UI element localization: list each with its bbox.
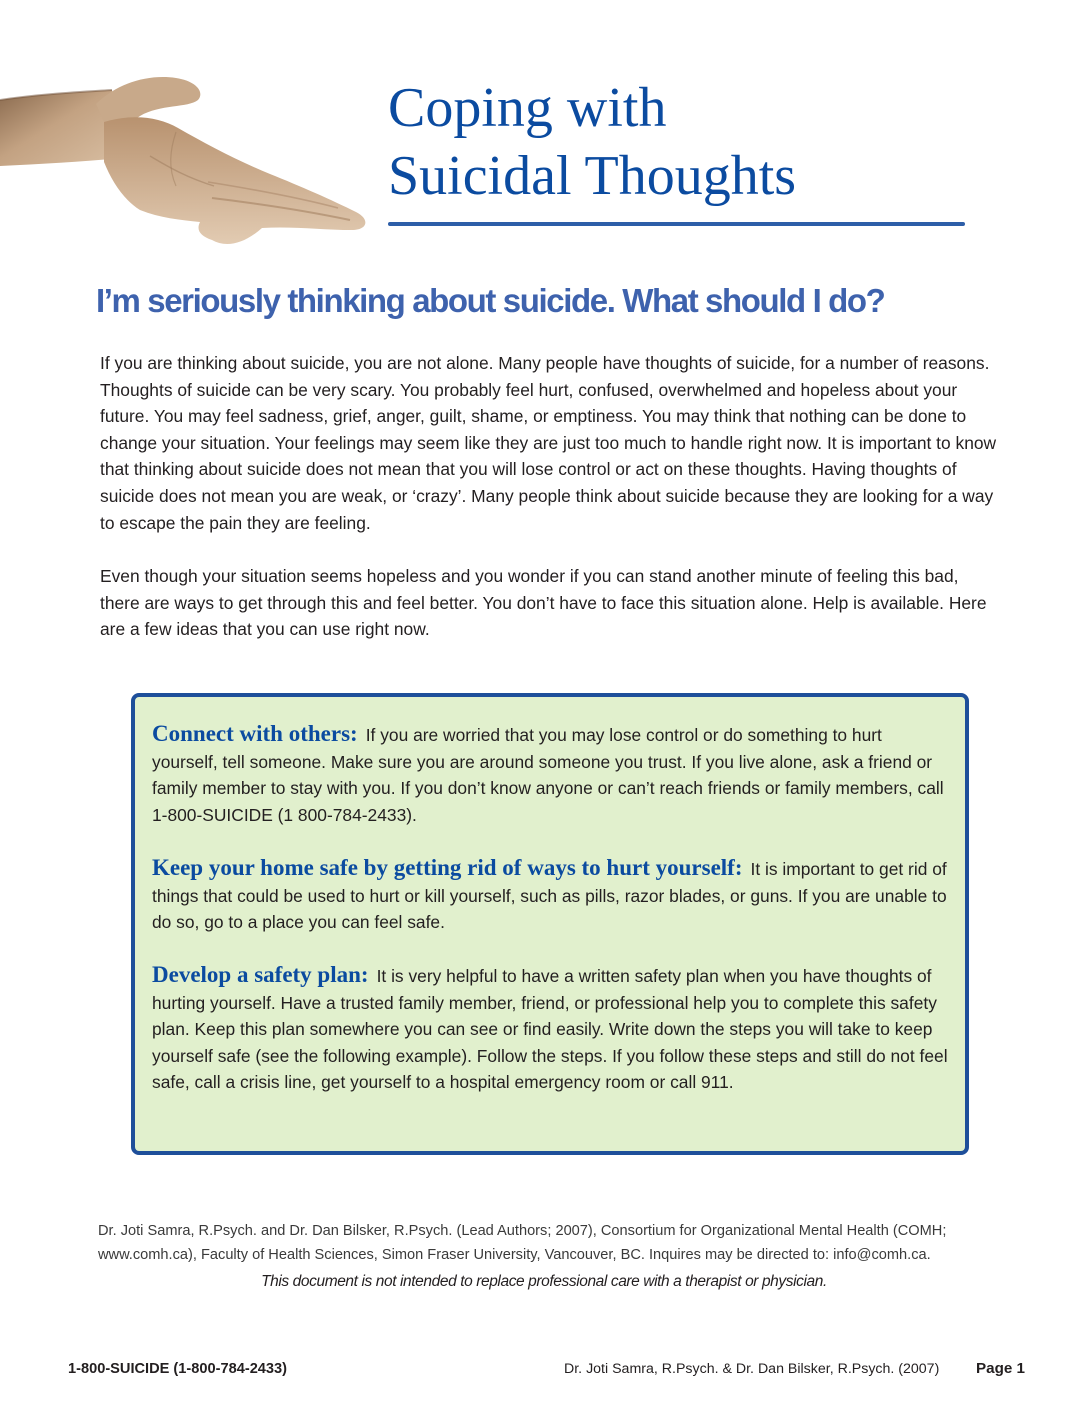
section-question-heading: I’m seriously thinking about suicide. What should I do? (96, 282, 885, 319)
title-line-2: Suicidal Thoughts (388, 145, 797, 207)
title-underline (388, 222, 965, 226)
tip-connect-with-others (152, 721, 952, 828)
tip-heading: Develop a safety plan: (152, 962, 369, 987)
intro-paragraph: If you are thinking about suicide, you are not alone. Many people have thoughts of suicide, for a number of reasons. Thoughts of suicide can be very scary. You probably feel hurt, confused, overwhelmed and hopeless about your future. You may feel sadness, grief, anger, guilt, shame, or emptiness. You may think that nothing can be done to change your situation. Your feelings may seem like they are just too much to handle right now. It is important to know that thinking about suicide does not mean that you will lose control or act on these thoughts. Having thoughts of suicide does not mean you are weak, or ‘crazy’. Many people think about suicide because they are looking for a way to escape the pain they are feeling. (100, 353, 997, 533)
tip-heading: Keep your home safe by getting rid of ways to hurt yourself: (152, 855, 743, 880)
disclaimer: This document is not intended to replace professional care with a therapist or physician. (261, 1273, 827, 1290)
tip-text: It is very helpful to have a written safety plan when you have thoughts of hurting yourself. Have a trusted family member, friend, or professional help you to complete this safety plan. Keep this plan somewhere you can see or find easily. Write down the steps you will take to keep yourself safe (see the following example). Follow the steps. If you follow these steps and still do not feel safe, call a crisis line, get yourself to a hospital emergency room or call 911. (152, 966, 948, 1093)
hope-paragraph: Even though your situation seems hopeless and you wonder if you can stand another minute of feeling this bad, there are ways to get through this and feel better. You don’t have to face this situation alone. Help is available. Here are a few ideas that you can use right now. (100, 566, 987, 640)
author-credits: Dr. Joti Samra, R.Psych. and Dr. Dan Bilsker, R.Psych. (Lead Authors; 2007), Consortium for Organizational Mental Health (COMH; www.comh.ca), Faculty of Health Sciences, Simon Fraser University, Vancouver, BC. Inquires may be directed to: info@comh.ca. (98, 1223, 947, 1263)
tip-text: If you are worried that you may lose control or do something to hurt yourself, tell someone. Make sure you are around someone you trust. If you live alone, ask a friend or family member to stay with you. If you don’t know anyone or can’t reach friends or family members, call 1-800-SUICIDE (1 800-784-2433). (152, 725, 944, 825)
tip-heading: Connect with others: (152, 721, 358, 746)
page-number: Page 1 (976, 1360, 1025, 1377)
title-line-1: Coping with (388, 77, 667, 139)
tip-text: It is important to get rid of things that could be used to hurt or kill yourself, such as pills, razor blades, or guns. If you are unable to do so, go to a place you can feel safe. (152, 859, 947, 933)
open-hand-illustration (0, 70, 372, 248)
page-title (388, 74, 796, 210)
footer-authors: Dr. Joti Samra, R.Psych. & Dr. Dan Bilsker, R.Psych. (2007) (564, 1361, 940, 1377)
footer-hotline: 1-800-SUICIDE (1-800-784-2433) (68, 1361, 288, 1377)
tip-keep-home-safe (152, 855, 952, 936)
tip-safety-plan (152, 962, 952, 1096)
